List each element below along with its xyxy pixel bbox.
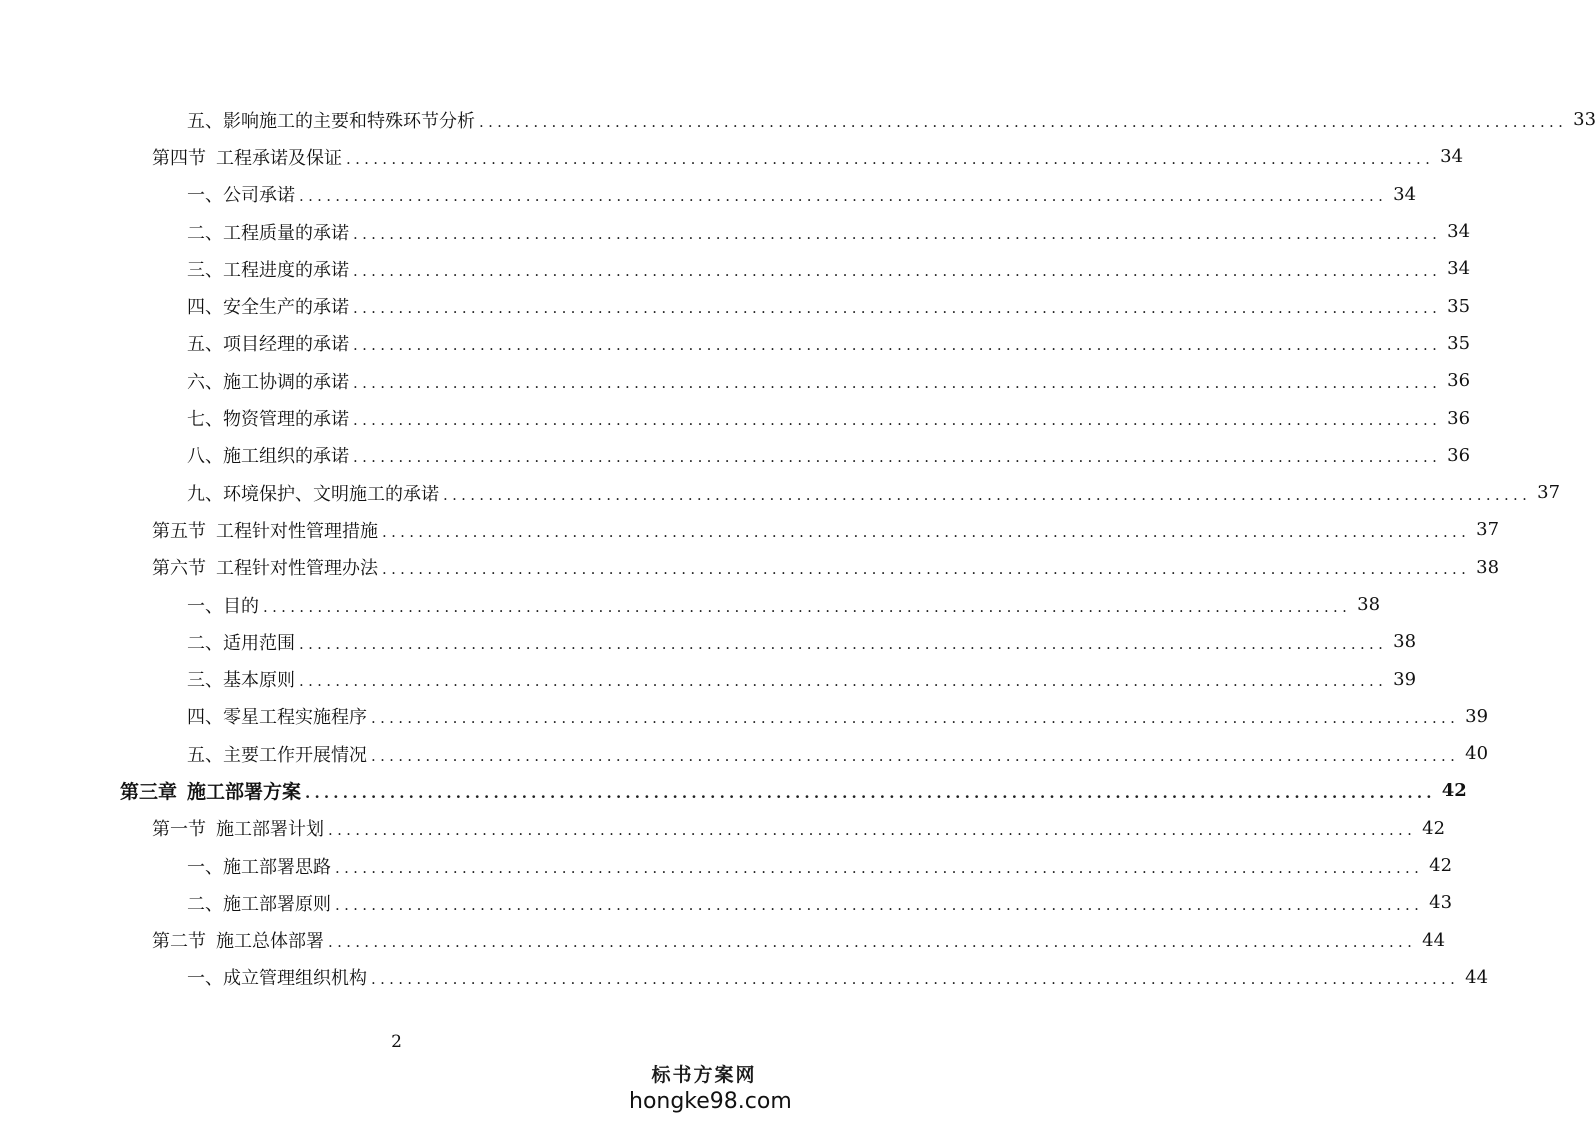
toc-entry-subtitle: 工程针对性管理办法 [216,558,378,580]
dot-leader: ........................................................................................................................ [346,149,1435,168]
dot-leader: ........................................................................................................................ [479,112,1568,131]
toc-entry[interactable] [0,922,1446,959]
toc-entry[interactable] [0,362,1471,399]
dot-leader: ........................................................................................................................ [263,597,1352,616]
toc-entry-page: 36 [1447,407,1471,429]
watermark-logo [629,1060,792,1114]
toc-entry-label: 一、公司承诺 [187,185,295,207]
toc-entry-label: 第六节 [152,558,206,580]
toc-entry[interactable] [0,772,1467,809]
toc-entry[interactable] [0,474,1561,511]
toc-entry[interactable] [0,287,1471,324]
toc-entry[interactable] [0,586,1381,623]
toc-entry-title [187,480,439,506]
toc-entry-page: 36 [1447,444,1471,466]
toc-entry[interactable] [0,660,1417,697]
toc-entry[interactable] [0,138,1464,175]
toc-entry-title [187,741,367,767]
toc-entry-title [152,554,378,580]
dot-leader: ........................................................................................................................ [353,336,1442,355]
toc-entry-label: 八、施工组织的承诺 [187,446,349,468]
toc-entry-label: 二、适用范围 [187,632,295,654]
toc-entry[interactable] [0,698,1489,735]
toc-entry-page: 33 [1573,109,1596,131]
dot-leader: ........................................................................................................................ [371,746,1460,765]
dot-leader: ........................................................................................................................ [382,522,1471,541]
toc-entry-title [187,330,349,356]
toc-entry-page: 42 [1429,855,1453,877]
toc-entry-page: 39 [1465,705,1489,727]
toc-entry-label: 第二节 [152,931,206,953]
toc-entry-subtitle: 工程承诺及保证 [216,147,342,169]
toc-entry-page: 34 [1440,146,1464,168]
toc-entry-page: 44 [1422,929,1446,951]
toc-entry-label: 九、环境保护、文明施工的承诺 [187,483,439,505]
toc-entry[interactable] [0,176,1417,213]
toc-entry-page: 38 [1476,556,1500,578]
watermark-text-cn: 标书方案网 [651,1064,757,1086]
toc-entry-page: 35 [1447,295,1471,317]
dot-leader: ........................................................................................................................ [299,187,1388,206]
toc-entry-title [187,405,349,431]
toc-entry[interactable] [0,213,1471,250]
toc-entry-title [187,256,349,282]
toc-entry-page: 34 [1447,221,1471,243]
toc-entry[interactable] [0,325,1471,362]
toc-entry-subtitle: 施工总体部署 [216,931,324,953]
toc-entry-title [120,777,301,804]
dot-leader: ........................................................................................................................ [371,970,1460,989]
toc-entry-title [187,442,349,468]
toc-entry-title [187,219,349,245]
toc-entry-page: 37 [1537,482,1561,504]
table-of-contents [0,101,1596,996]
toc-entry[interactable] [0,623,1417,660]
toc-entry[interactable] [0,511,1500,548]
toc-entry-title [187,890,331,916]
toc-entry-page: 39 [1393,668,1417,690]
toc-entry-title [152,927,324,953]
toc-entry-page: 34 [1393,183,1417,205]
dot-leader: ........................................................................................................................ [335,895,1424,914]
toc-entry-page: 37 [1476,519,1500,541]
toc-entry-subtitle: 施工部署计划 [216,819,324,841]
dot-leader: ........................................................................................................................ [353,411,1442,430]
toc-entry[interactable] [0,810,1446,847]
toc-entry-page: 38 [1393,631,1417,653]
toc-entry-label: 四、零星工程实施程序 [187,707,367,729]
dot-leader: ........................................................................................................................ [328,821,1417,840]
dot-leader: ........................................................................................................................ [382,560,1471,579]
toc-entry-title [152,517,378,543]
dot-leader: ........................................................................................................................ [335,858,1424,877]
dot-leader: ........................................................................................................................ [353,448,1442,467]
toc-entry-title [187,293,349,319]
toc-entry-label: 五、影响施工的主要和特殊环节分析 [187,110,475,132]
page-number: 2 [391,1032,402,1052]
dot-leader: ........................................................................................................................ [305,783,1436,802]
dot-leader: ........................................................................................................................ [353,261,1442,280]
dot-leader: ........................................................................................................................ [299,634,1388,653]
dot-leader: ........................................................................................................................ [371,709,1460,728]
toc-entry-page: 36 [1447,370,1471,392]
toc-entry-label: 五、项目经理的承诺 [187,334,349,356]
toc-entry-label: 第三章 [120,781,178,804]
toc-entry-title [187,703,367,729]
toc-entry-title [152,815,324,841]
toc-entry-title [187,964,367,990]
toc-entry-page: 42 [1422,817,1446,839]
toc-entry-label: 二、工程质量的承诺 [187,222,349,244]
toc-entry-subtitle: 施工部署方案 [187,781,302,804]
toc-entry-title [187,181,295,207]
toc-entry-subtitle: 工程针对性管理措施 [216,520,378,542]
toc-entry-title [187,629,295,655]
toc-entry-page: 44 [1465,966,1489,988]
toc-entry-label: 第一节 [152,819,206,841]
dot-leader: ........................................................................................................................ [443,485,1532,504]
toc-entry-label: 一、成立管理组织机构 [187,968,367,990]
toc-entry-label: 二、施工部署原则 [187,893,331,915]
toc-entry-page: 42 [1441,780,1467,802]
toc-entry-label: 第五节 [152,520,206,542]
dot-leader: ........................................................................................................................ [353,373,1442,392]
toc-entry-label: 第四节 [152,147,206,169]
toc-entry-title [187,368,349,394]
toc-entry-page: 35 [1447,332,1471,354]
watermark-text-url: hongke98.com [629,1089,792,1114]
toc-entry[interactable] [0,399,1471,436]
toc-entry-page: 34 [1447,258,1471,280]
toc-entry-title [187,107,475,133]
toc-entry-label: 一、目的 [187,595,259,617]
toc-entry-label: 七、物资管理的承诺 [187,409,349,431]
toc-entry-title [187,592,259,618]
toc-entry-page: 43 [1429,892,1453,914]
dot-leader: ........................................................................................................................ [353,224,1442,243]
dot-leader: ........................................................................................................................ [299,672,1388,691]
toc-entry-page: 38 [1357,594,1381,615]
toc-entry-label: 三、工程进度的承诺 [187,259,349,281]
toc-entry[interactable] [0,437,1471,474]
toc-entry-label: 一、施工部署思路 [187,856,331,878]
toc-entry-page: 40 [1465,743,1489,765]
toc-entry[interactable] [0,884,1453,921]
toc-entry[interactable] [0,250,1471,287]
toc-entry[interactable] [0,101,1596,138]
toc-entry[interactable] [0,549,1500,586]
dot-leader: ........................................................................................................................ [328,933,1417,952]
toc-entry[interactable] [0,959,1489,996]
dot-leader: ........................................................................................................................ [353,299,1442,318]
toc-entry-title [152,144,342,170]
toc-entry-label: 四、安全生产的承诺 [187,297,349,319]
toc-entry[interactable] [0,847,1453,884]
toc-entry-title [187,853,331,879]
toc-entry-label: 六、施工协调的承诺 [187,371,349,393]
toc-entry-label: 三、基本原则 [187,670,295,692]
toc-entry-label: 五、主要工作开展情况 [187,744,367,766]
toc-entry-title [187,666,295,692]
toc-entry[interactable] [0,735,1489,772]
